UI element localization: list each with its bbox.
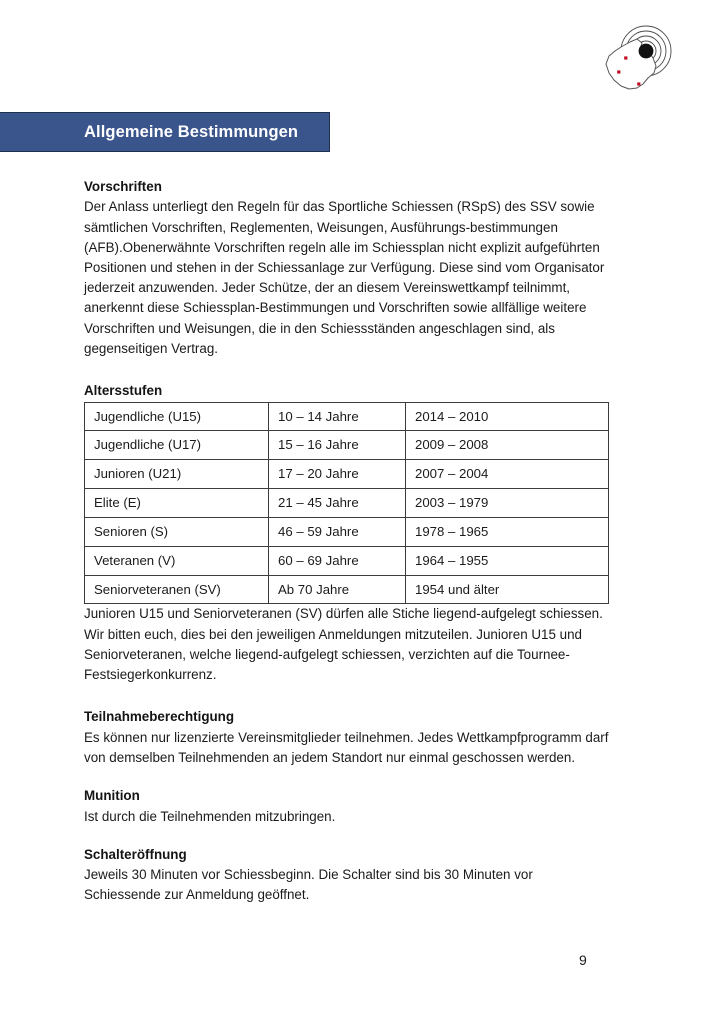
cell-age: 15 – 16 Jahre [269, 431, 406, 460]
cell-years: 1964 – 1955 [406, 546, 609, 575]
age-table-body [85, 402, 609, 604]
banner-title: Allgemeine Bestimmungen [84, 122, 299, 141]
cell-age: 10 – 14 Jahre [269, 402, 406, 431]
cell-category: Jugendliche (U15) [85, 402, 269, 431]
section-altersstufen [84, 381, 610, 685]
cell-age: Ab 70 Jahre [269, 575, 406, 604]
section-banner [0, 112, 330, 152]
text-teilnahmeberechtigung: Es können nur lizenzierte Vereinsmitglieder teilnehmen. Jedes Wettkampfprogramm darf von demselben Teilnehmenden an jedem Standort nur einmal geschossen werden. [84, 729, 609, 765]
heading-schalteroeffnung: Schalteröffnung [84, 846, 187, 862]
cell-age: 60 – 69 Jahre [269, 546, 406, 575]
text-vorschriften: Der Anlass unterliegt den Regeln für das Sportliche Schiessen (RSpS) des SSV sowie sämtlichen Vorschriften, Reglementen, Weisungen, Ausführungs-bestimmungen (AFB).Obenerwähnte Vorschriften regeln alle im Schiessplan nicht explizit aufgeführten Positionen und stehen in der Schiessanlage zur Verfügung. Diese sind vom Organisator jederzeit anzuwenden. Jeder Schütze, der an diesem Vereinswettkampf teilnimmt, anerkennt diese Schiessplan-Bestimmungen und Vorschriften sowie allfällige weitere Vorschriften und Weisungen, die in den Schiessständen angeschlagen sind, als gegenseitigen Vertrag. [84, 199, 605, 356]
cell-age: 46 – 59 Jahre [269, 517, 406, 546]
text-altersstufen-note: Junioren U15 und Seniorveteranen (SV) dürfen alle Stiche liegend-aufgelegt schiessen. Wir bitten euch, dies bei den jeweiligen Anmeldungen mitzuteilen. Junioren U15 und Seniorveteranen, welche liegend-aufgelegt schiessen, verzichten auf die Tournee-Festsiegerkonkurrenz. [84, 606, 603, 683]
bullseye-icon [639, 44, 654, 59]
cell-category: Senioren (S) [85, 517, 269, 546]
table-row [85, 431, 609, 460]
table-row [85, 517, 609, 546]
text-schalteroeffnung: Jeweils 30 Minuten vor Schiessbeginn. Die Schalter sind bis 30 Minuten vor Schiessende zur Anmeldung geöffnet. [84, 867, 533, 903]
cell-years: 1954 und älter [406, 575, 609, 604]
text-munition: Ist durch die Teilnehmenden mitzubringen. [84, 808, 336, 824]
cell-years: 2009 – 2008 [406, 431, 609, 460]
page-content [84, 177, 610, 906]
cell-category: Elite (E) [85, 489, 269, 518]
section-vorschriften [84, 177, 610, 359]
table-row [85, 402, 609, 431]
heading-munition: Munition [84, 788, 140, 804]
cell-years: 2007 – 2004 [406, 460, 609, 489]
table-row [85, 546, 609, 575]
location-dot-icon [617, 70, 620, 73]
age-categories-table [84, 402, 609, 605]
page-number: 9 [579, 952, 587, 968]
heading-teilnahmeberechtigung: Teilnahmeberechtigung [84, 709, 235, 725]
canton-map-target-logo [593, 18, 689, 108]
location-dot-icon [637, 82, 640, 85]
heading-vorschriften: Vorschriften [84, 179, 162, 194]
cell-age: 21 – 45 Jahre [269, 489, 406, 518]
cell-category: Veteranen (V) [85, 546, 269, 575]
cell-category: Seniorveteranen (SV) [85, 575, 269, 604]
cell-age: 17 – 20 Jahre [269, 460, 406, 489]
cell-category: Jugendliche (U17) [85, 431, 269, 460]
cell-category: Junioren (U21) [85, 460, 269, 489]
cell-years: 2003 – 1979 [406, 489, 609, 518]
section-schalteroeffnung [84, 845, 610, 906]
table-row [85, 575, 609, 604]
location-dot-icon [624, 56, 627, 59]
table-row [85, 489, 609, 518]
section-munition [84, 786, 610, 827]
logo-svg [593, 18, 689, 108]
table-row [85, 460, 609, 489]
cell-years: 2014 – 2010 [406, 402, 609, 431]
section-teilnahmeberechtigung [84, 707, 610, 768]
cell-years: 1978 – 1965 [406, 517, 609, 546]
heading-altersstufen: Altersstufen [84, 383, 163, 399]
